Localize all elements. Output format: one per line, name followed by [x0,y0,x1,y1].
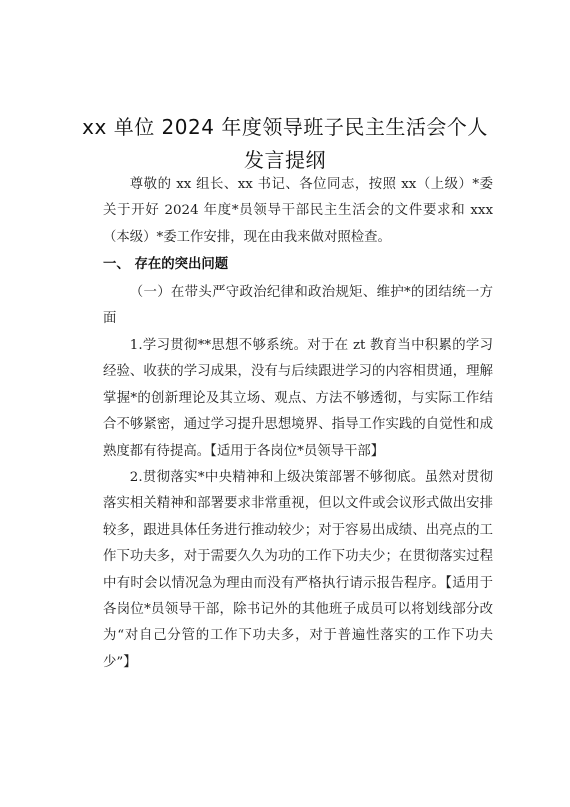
item-paragraph-2: 2.贯彻落实*中央精神和上级决策部署不够彻底。虽然对贯彻落实相关精神和部署要求非常重视，但以文件或会议形式做出安排较多，跟进具体任务进行推动较少；对于容易出成绩、出亮点的工作下功夫多，对于需要久久为功的工作下功夫少；在贯彻落实过程中有时会以情况急为理由而没有严格执行请示报告程序。【适用于各岗位*员领导干部，除书记外的其他班子成员可以将划线部分改为“对自己分管的工作下功夫多，对于普遍性落实的工作下功夫少”】 [103,470,493,670]
item-paragraph-1: 1.学习贯彻**思想不够系统。对于在 zt 教育当中积累的学习经验、收获的学习成果，没有与后续跟进学习的内容相贯通，理解掌握*的创新理论及其立场、观点、方法不够透彻，与实际工作结合不够紧密，通过学习提升思想境界、指导工作实践的自觉性和成熟度都有待提高。【适用于各岗位*员领导干部】 [103,338,493,459]
intro-paragraph: 尊敬的 xx 组长、xx 书记、各位同志，按照 xx（上级）*委关于开好 2024 年度*员领导干部民主生活会的文件要求和 xxx（本级）*委工作安排，现在由我来做对照检查。 [103,177,493,245]
section-heading-problems: 一、 存在的突出问题 [103,257,229,272]
document-title-line1: xx 单位 2024 年度领导班子民主生活会个人 [82,115,488,139]
document-title-line2: 发言提纲 [244,148,326,172]
subsection-heading: （一）在带头严守政治纪律和政治规矩、维护*的团结统一方面 [103,285,493,327]
